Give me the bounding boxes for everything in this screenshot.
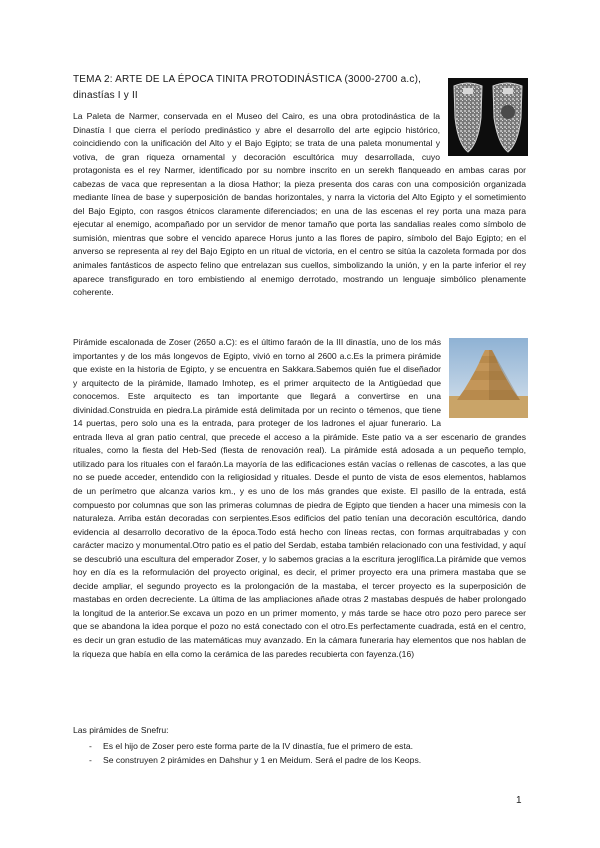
snefru-list [73,740,526,767]
narmer-paragraph [73,110,526,300]
zoser-paragraph [73,336,526,661]
list-item: - Es el hijo de Zoser pero este forma parte de la IV dinastía, fue el primero de esta. [73,740,526,754]
narmer-text: La Paleta de Narmer, conservada en el Museo del Cairo, es una obra protodinástica de la Dinastía I que cierra el período predinástico y abre el desarrollo del arte egipcio histórico, coincidiendo con la unificación del Alto y el Bajo Egipto; se trata de una paleta monumental y votiva, de gran riqueza ornamental y decoración escultórica muy desarrollada, cuyo protagonista es el rey Narmer, identificado por su nombre inscrito en un serekh flanqueado en ambas caras por cabezas de vaca que representan a la diosa Hathor; la pieza presenta dos caras con una composición organizada mediante línea de base y superposición de bandas horizontales, y narra la victoria del Alto Egipto y el sometimiento del Bajo Egipto, con rasgos étnicos claramente diferenciados; en una de las escenas el rey porta una maza para ejecutar al enemigo, acompañado por un servidor de menor tamaño que porta las sandalias reales como símbolo de sumisión, mientras que sobre el vencido aparece Horus junto a las flores de papiro, símbolo del Bajo Egipto; en el anverso se representa al rey del Bajo Egipto en un ritual de victoria, en el centro se sitúa la cazoleta formada por dos animales fantásticos de aspecto felino que entrelazan sus cuellos, simbolizando la unión, y en la parte inferior el rey aparece transfigurado en toro embistiendo al enemigo derrotado, mostrando un lenguaje simbólico plenamente coherente. [73,111,526,298]
list-item: - Se construyen 2 pirámides en Dahshur y 1 en Meidum. Será el padre de los Keops. [73,754,526,768]
section-heading: TEMA 2: ARTE DE LA ÉPOCA TINITA PROTODINÁSTICA (3000-2700 a.c), dinastías I y II [73,74,422,101]
snefru-title: Las pirámides de Snefru: [73,725,169,735]
page-number: 1 [516,795,522,806]
narmer-palette-image [448,78,528,156]
step-pyramid-image [449,338,528,418]
zoser-text: Pirámide escalonada de Zoser (2650 a.C): es el último faraón de la III dinastía, uno de los más importantes y de los más longevos de Egipto, vivió en torno al 2600 a.c.Es la primera pirámide que existe en la historia de Egipto, y se encuentra en Sakkara.Sabemos quién fue el diseñador y arquitecto de la pirámide, llamado Imhotep, es el primer arquitecto de la Antigüedad que conocemos. Este arquitecto es tan importante que llegará a convertirse en una divinidad.Construida en piedra.La pirámide está delimitada por un recinto o témenos, que tiene 14 puertas, pero solo una es la entrada, para proteger de los ladrones el ajuar funerario. La entrada lleva al gran patio central, que precede el acceso a la pirámide. Este patio va a ser escenario de grandes rituales, como la fiesta del Heb-Sed (fiesta de renovación real). La pirámide está adosada a un pequeño templo, utilizado para los rituales con el faraón.La mayoría de las edificaciones están vacías o rellenas de cascotes, a las que no se puede acceder, entendido con la religiosidad y rituales. Desde el punto de vista de esos elementos, hablamos de un perímetro que alcanza varios km., y es uno de los más grandes que existe. El pasillo de la entrada, está compuesto por columnas que son las primeras columnas de piedra de Egipto que tienden a hacer una mimesis con la naturaleza. Arriba están decoradas con serpientes.Esos edificios del patio tenían una decoración escultórica, dando evidencia al desarrollo decorativo de la época.Todo está hecho con líneas rectas, con formas arquitrabadas y con carácter macizo y monumental.Otro patio es el patio del Serdab, estaba también relacionado con una festividad, y aquí se descubrió una escultura del emperador Zoser, y lo sabemos gracias a la escritura jeroglífica.La pirámide que vemos hoy en día es la reformulación del proyecto original, es decir, el primer proyecto era una primera mastaba que se decide ampliar, el segundo proyecto es la prolongación de la mastaba, el tercer proyecto es la superposición de mastabas en orden decreciente. La última de las ampliaciones añade otras 2 mastabas después de haber prolongado la longitud de la anterior.Se excava un pozo en un primer momento, y más tarde se hace otro pozo pero parece ser que se abandona la idea porque el pozo no está conectado con el otro.Es perfectamente cuadrada, está en el centro, es decir un gran estudio de las matemáticas muy avanzado. En la cámara funeraria hay elementos que nos hablan de la riqueza que había en ella como la cerámica de las paredes recubierta con fayenza.(16) [73,337,526,659]
snefru-section [73,722,526,767]
